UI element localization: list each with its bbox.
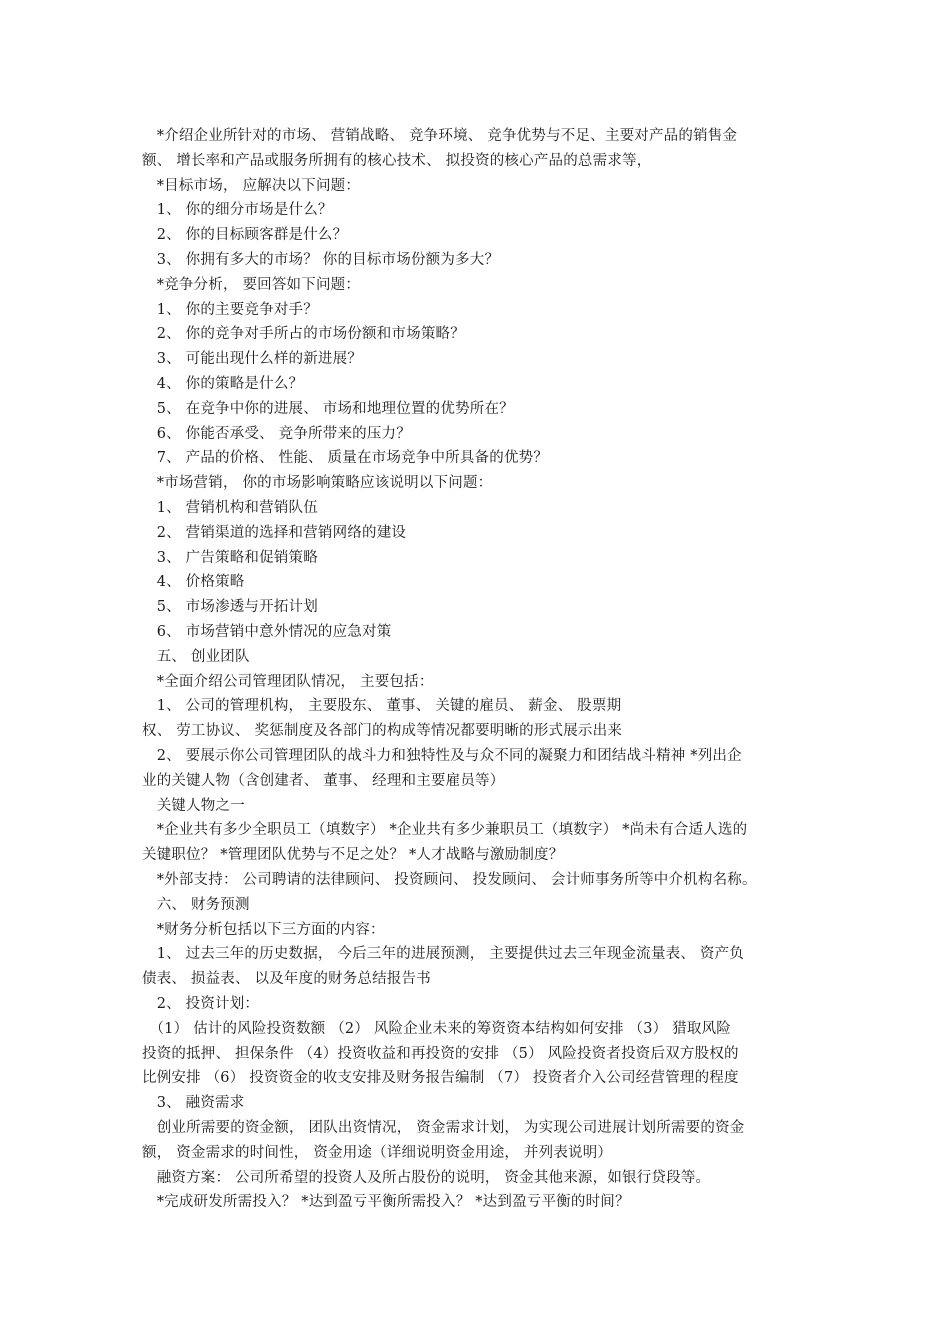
text-line: 2、 要展示你公司管理团队的战斗力和独特性及与众不同的凝聚力和团结战斗精神 *列出企 <box>142 748 742 764</box>
text-line: 6、 市场营销中意外情况的应急对策 <box>142 624 392 640</box>
text-line: 1、 你的主要竞争对手？ <box>142 301 318 318</box>
section-heading: 六、 财务预测 <box>142 896 250 913</box>
text-line: 关键人物之一 <box>142 797 245 814</box>
text-line: *目标市场， 应解决以下问题： <box>142 177 361 194</box>
text-line: 关键职位？ *管理团队优势与不足之处？ *人才战略与激励制度？ <box>142 847 564 864</box>
text-line: 权、 劳工协议、 奖惩制度及各部门的构成等情况都要明晰的形式展示出来 <box>142 723 623 740</box>
section-heading: 五、 创业团队 <box>142 648 250 665</box>
text-line: *市场营销， 你的市场影响策略应该说明以下问题： <box>142 475 493 492</box>
text-line: 2、 你的目标顾客群是什么？ <box>142 227 348 244</box>
text-line: 1、 营销机构和营销队伍 <box>142 500 318 516</box>
text-line: 额， 资金需求的时间性， 资金用途（详细说明资金用途， 并列表说明） <box>142 1144 613 1161</box>
text-line: 1、 过去三年的历史数据， 今后三年的进展预测， 主要提供过去三年现金流量表、 资产负 <box>142 946 744 963</box>
text-line: *竞争分析， 要回答如下问题： <box>142 276 361 293</box>
text-line: 业的关键人物（含创建者、 董事、 经理和主要雇员等） <box>142 772 505 789</box>
text-line: 创业所需要的资金额， 团队出资情况， 资金需求计划， 为实现公司进展计划所需要的资金 <box>142 1120 745 1136</box>
text-line: （1） 估计的风险投资数额 （2） 风险企业未来的筹资资本结构如何安排 （3） 猎取风险 <box>142 1020 731 1037</box>
text-line: 3、 可能出现什么样的新进展？ <box>142 351 363 368</box>
text-line: *财务分析包括以下三方面的内容： <box>142 921 385 938</box>
text-line: *外部支持： 公司聘请的法律顾问、 投资顾问、 投发顾问、 会计师事务所等中介机构名称。 <box>142 872 757 888</box>
text-line: 2、 投资计划： <box>142 996 260 1012</box>
text-line: 4、 价格策略 <box>142 574 245 591</box>
text-line: 3、 广告策略和促销策略 <box>142 549 318 566</box>
text-line: 投资的抵押、 担保条件 （4）投资收益和再投资的安排 （5） 风险投资者投资后双方股权的 <box>142 1045 739 1062</box>
text-line: 3、 融资需求 <box>142 1095 245 1112</box>
text-line: 5、 市场渗透与开拓计划 <box>142 599 318 616</box>
text-line: 6、 你能否承受、 竞争所带来的压力？ <box>142 425 411 442</box>
text-line: 债表、 损益表、 以及年度的财务总结报告书 <box>142 971 431 988</box>
text-line: 比例安排 （6） 投资资金的收支安排及财务报告编制 （7） 投资者介入公司经营管理的程度 <box>142 1070 739 1087</box>
text-line: *完成研发所需投入？ *达到盈亏平衡所需投入？ *达到盈亏平衡的时间？ <box>142 1194 630 1211</box>
text-line: 3、 你拥有多大的市场？ 你的目标市场份额为多大？ <box>142 252 500 268</box>
text-line: 1、 公司的管理机构， 主要股东、 董事、 关键的雇员、 薪金、 股票期 <box>142 698 622 715</box>
text-line: *企业共有多少全职员工（填数字） *企业共有多少兼职员工（填数字） *尚未有合适人选的 <box>142 822 748 839</box>
text-line: 1、 你的细分市场是什么？ <box>142 202 333 219</box>
text-line: 融资方案： 公司所希望的投资人及所占股份的说明， 资金其他来源，如银行贷段等。 <box>142 1169 711 1186</box>
text-line: 2、 营销渠道的选择和营销网络的建设 <box>142 524 407 541</box>
text-line: 额、 增长率和产品或服务所拥有的核心技术、 拟投资的核心产品的总需求等， <box>142 152 652 169</box>
text-line: *全面介绍公司管理团队情况， 主要包括： <box>142 673 434 690</box>
text-line: 4、 你的策略是什么？ <box>142 376 304 392</box>
text-line: 7、 产品的价格、 性能、 质量在市场竞争中所具备的优势？ <box>142 450 549 467</box>
text-line: *介绍企业所针对的市场、 营销战略、 竞争环境、 竞争优势与不足、主要对产品的销售金 <box>142 128 738 144</box>
text-line: 2、 你的竞争对手所占的市场份额和市场策略？ <box>142 326 465 343</box>
text-line: 5、 在竞争中你的进展、 市场和地理位置的优势所在？ <box>142 400 514 417</box>
